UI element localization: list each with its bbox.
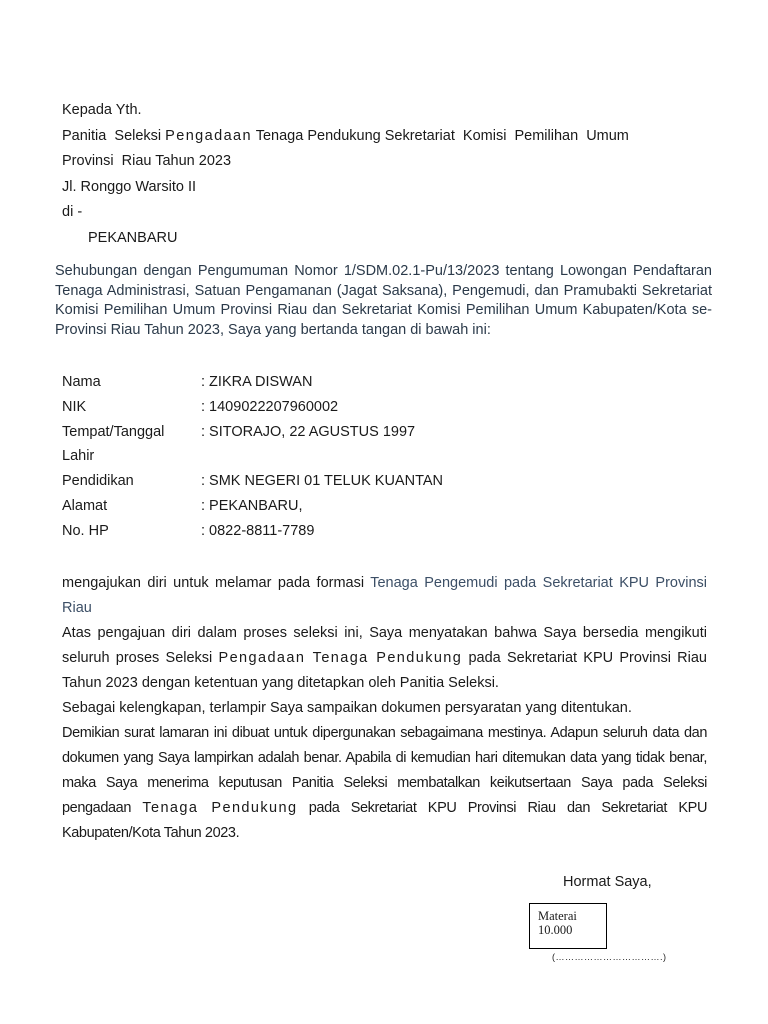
recipient-city: PEKANBARU [88, 229, 178, 246]
field-row [62, 420, 662, 445]
p4-spaced: Tenaga Pendukung [142, 800, 298, 816]
field-value: : SMK NEGERI 01 TELUK KUANTAN [201, 473, 443, 490]
materai-box [529, 903, 607, 949]
field-value: : 1409022207960002 [201, 398, 339, 415]
recipient-di: di - [62, 204, 83, 220]
materai-line-1: Materai [538, 909, 577, 923]
field-label: Nama [62, 374, 101, 390]
field-label: Lahir [62, 448, 95, 465]
recipient-line-2: Provinsi Riau Tahun 2023 [62, 153, 232, 169]
body-paragraph-1 [62, 571, 707, 621]
p2-spaced: Pengadaan Tenaga Pendukung [218, 650, 463, 666]
greeting: Kepada Yth. [62, 102, 142, 118]
field-row [62, 494, 662, 519]
recipient-line-1-b: Tenaga Pendukung Sekretariat Komisi Pemilihan Umum [251, 127, 629, 144]
body-paragraph-3: Sebagai kelengkapan, terlampir Saya sampaikan dokumen persyaratan yang ditentukan. [62, 700, 632, 716]
p2-a: Atas pengajuan diri dalam proses seleksi ini, Saya menyatakan bahwa Saya bersedia mengikuti seluruh proses Seleksi [62, 625, 707, 666]
body-paragraph-2 [62, 621, 707, 696]
recipient-line-1-spaced: Pengadaan [165, 127, 252, 144]
field-row [62, 444, 662, 469]
p1-b: Tenaga Pengemudi pada Sekretariat KPU Provinsi Riau [62, 575, 707, 616]
p4-b: pada Sekretariat KPU Provinsi Riau dan Sekretariat KPU Kabupaten/Kota Tahun 2023. [62, 800, 708, 841]
field-row [62, 469, 662, 494]
field-row [62, 370, 662, 395]
recipient-street: Jl. Ronggo Warsito II [62, 178, 197, 195]
field-value: : ZIKRA DISWAN [201, 374, 313, 390]
signature-line: (…………………………….) [552, 952, 667, 962]
field-value: : 0822-8811-7789 [201, 522, 315, 539]
field-label: No. HP [62, 522, 109, 539]
recipient-block [62, 98, 722, 251]
materai-line-2: 10.000 [538, 923, 573, 937]
field-row [62, 395, 662, 420]
p1-a: mengajukan diri untuk melamar pada formasi [62, 575, 371, 591]
closing-hormat: Hormat Saya, [563, 874, 652, 890]
p4-a: Demikian surat lamaran ini dibuat untuk dipergunakan sebagaimana mestinya. Adapun seluruh data dan dokumen yang Saya lampirkan adalah benar. Apabila di kemudian hari ditemukan data yang tidak benar, maka Saya menerima keputusan Panitia Seleksi membatalkan keikutsertaan Saya pada Seleksi pengadaan [62, 725, 707, 816]
letter-body [62, 571, 707, 846]
field-label: Pendidikan [62, 473, 134, 490]
intro-paragraph: Sehubungan dengan Pengumuman Nomor 1/SDM.02.1-Pu/13/2023 tentang Lowongan Pendaftaran Tenaga Administrasi, Satuan Pengamanan (Jagat Saksana), Pengemudi, dan Pramubakti Sekretariat Komisi Pemilihan Umum Provinsi Riau dan Sekretariat Komisi Pemilihan Umum Kabupaten/Kota se-Provinsi Riau Tahun 2023, Saya yang bertanda tangan di bawah ini: [55, 263, 712, 338]
body-paragraph-4 [62, 721, 707, 846]
p2-b: pada Sekretariat KPU Provinsi Riau Tahun 2023 dengan ketentuan yang ditetapkan oleh Panitia Seleksi. [62, 650, 707, 691]
field-label: NIK [62, 398, 87, 415]
field-label: Tempat/Tanggal [62, 423, 165, 440]
field-label: Alamat [62, 497, 108, 514]
field-row [62, 519, 662, 544]
applicant-fields [62, 370, 662, 544]
field-value: : SITORAJO, 22 AGUSTUS 1997 [201, 423, 416, 440]
recipient-line-1 [62, 124, 722, 150]
recipient-line-1-a: Panitia Seleksi [62, 127, 166, 144]
field-value: : PEKANBARU, [201, 497, 303, 514]
